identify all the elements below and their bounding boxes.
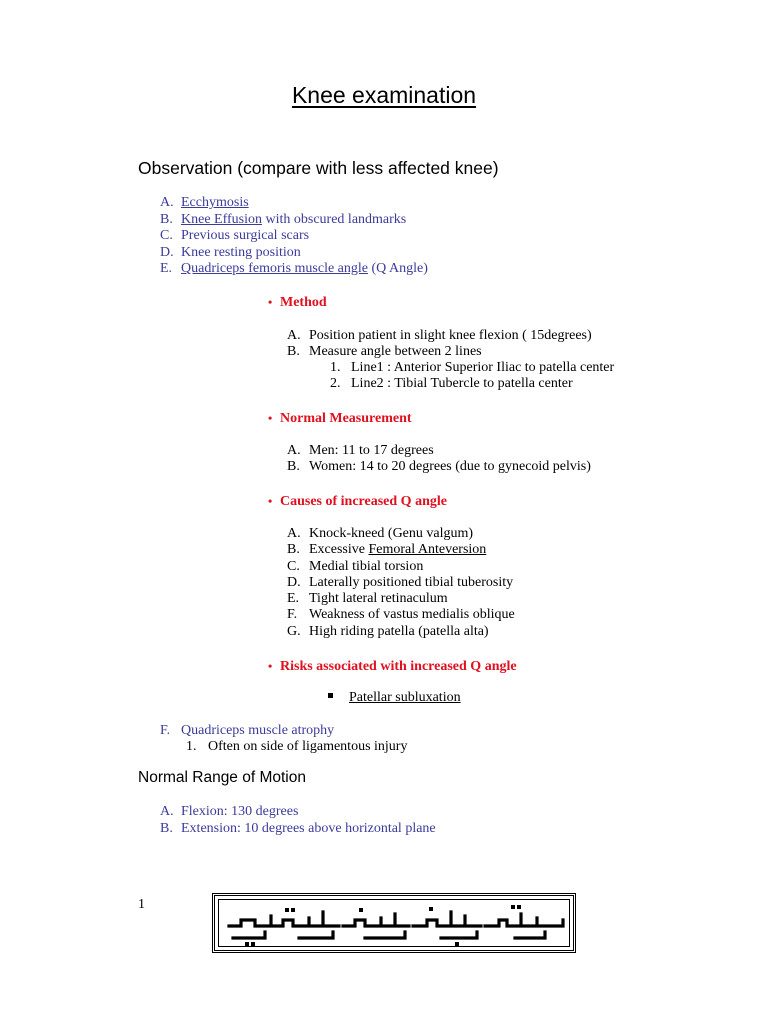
normal-measurement-list [287, 443, 591, 476]
list-item: A. Men: 11 to 17 degrees [287, 443, 434, 458]
list-item: B. Women: 14 to 20 degrees (due to gynecoid pelvis) [287, 459, 591, 475]
risks-heading: • Risks associated with increased Q angle [268, 659, 517, 674]
observation-list [160, 195, 428, 278]
list-item: 1. Line1 : Anterior Superior Iliac to patella center [330, 360, 615, 375]
list-item: B. Excessive Femoral Anteversion [287, 542, 487, 558]
page-number: 1 [138, 897, 145, 912]
list-item: A. Flexion: 130 degrees [160, 804, 299, 819]
list-item: E. Tight lateral retinaculum [287, 591, 448, 607]
square-bullet-icon [328, 693, 333, 698]
page-title: Knee examination [291, 82, 477, 108]
list-item: 2. Line2 : Tibial Tubercle to patella center [330, 376, 573, 392]
causes-list [287, 526, 515, 640]
list-item: A. Knock-kneed (Genu valgum) [287, 526, 474, 541]
knee-effusion-link[interactable]: Knee Effusion [181, 211, 262, 227]
list-item: C. Previous surgical scars [160, 228, 310, 243]
rom-heading: Normal Range of Motion [138, 769, 306, 786]
calligraphy-signature-icon [215, 896, 573, 950]
list-item: A. Position patient in slight knee flexion ( 15degrees) [287, 328, 592, 343]
list-item: A. Ecchymosis [160, 195, 249, 210]
method-list [287, 328, 592, 361]
list-item: B. Measure angle between 2 lines [287, 344, 482, 360]
list-item: B. Knee Effusion with obscured landmarks [160, 211, 407, 227]
list-item: G. High riding patella (patella alta) [287, 623, 489, 639]
risk-item: Patellar subluxation [328, 690, 461, 706]
observation-heading: Observation (compare with less affected knee) [138, 158, 499, 178]
arabic-signature-logo [212, 893, 576, 953]
normal-measurement-heading: • Normal Measurement [268, 411, 412, 426]
method-sublist [330, 360, 614, 393]
list-item: C. Medial tibial torsion [287, 558, 424, 574]
list-item: B. Extension: 10 degrees above horizontal plane [160, 820, 436, 836]
list-item: D. Knee resting position [160, 244, 301, 260]
list-item: D. Laterally positioned tibial tuberosity [287, 574, 514, 590]
atrophy-subitem: 1. Often on side of ligamentous injury [186, 739, 408, 754]
q-angle-link[interactable]: Quadriceps femoris muscle angle [181, 261, 368, 276]
method-heading: • Method [268, 295, 327, 310]
ecchymosis-link[interactable]: Ecchymosis [181, 195, 249, 210]
atrophy-item: F. Quadriceps muscle atrophy [160, 723, 335, 738]
list-item: F. Weakness of vastus medialis oblique [287, 607, 515, 623]
causes-heading: • Causes of increased Q angle [268, 494, 447, 509]
list-item: E. Quadriceps femoris muscle angle (Q Angle) [160, 261, 428, 276]
rom-list [160, 804, 436, 837]
